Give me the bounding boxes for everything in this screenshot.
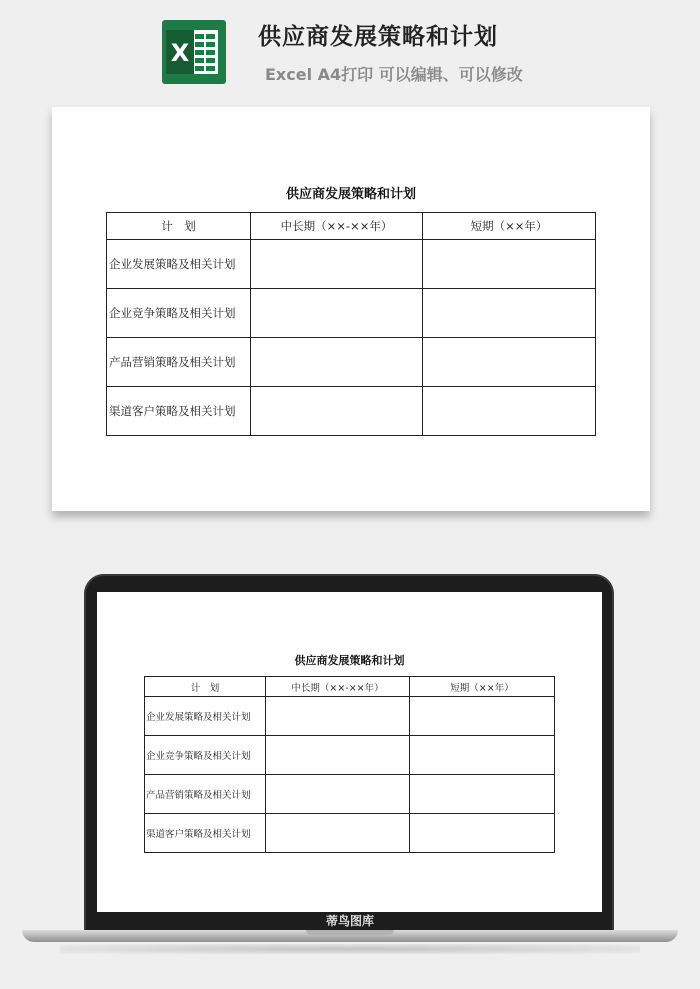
- table-header-row: [145, 677, 555, 697]
- short-term-cell[interactable]: [410, 736, 555, 775]
- page-subtitle: Excel A4打印 可以编辑、可以修改: [265, 65, 523, 84]
- page-title: 供应商发展策略和计划: [258, 24, 498, 50]
- column-header-short-term: 短期（××年）: [423, 213, 596, 240]
- row-label: 企业竞争策略及相关计划: [107, 289, 251, 338]
- mid-long-term-cell[interactable]: [266, 697, 410, 736]
- mid-long-term-cell[interactable]: [251, 387, 423, 436]
- column-header-mid-long-term: 中长期（××-××年）: [251, 213, 423, 240]
- screen-plan-table: [144, 676, 555, 853]
- short-term-cell[interactable]: [410, 697, 555, 736]
- column-header-plan: 计 划: [107, 213, 251, 240]
- mid-long-term-cell[interactable]: [251, 338, 423, 387]
- mid-long-term-cell[interactable]: [251, 289, 423, 338]
- screen-document-title: 供应商发展策略和计划: [294, 654, 405, 667]
- row-label: 渠道客户策略及相关计划: [107, 387, 251, 436]
- table-row: [145, 814, 555, 853]
- table-row: [107, 387, 596, 436]
- row-label: 企业发展策略及相关计划: [145, 697, 266, 736]
- column-header-short-term: 短期（××年）: [410, 677, 555, 697]
- document-sheet: [52, 107, 650, 511]
- row-label: 产品营销策略及相关计划: [107, 338, 251, 387]
- document-title: 供应商发展策略和计划: [285, 187, 416, 202]
- mid-long-term-cell[interactable]: [251, 240, 423, 289]
- short-term-cell[interactable]: [423, 289, 596, 338]
- row-label: 企业竞争策略及相关计划: [145, 736, 266, 775]
- row-label: 产品营销策略及相关计划: [145, 775, 266, 814]
- short-term-cell[interactable]: [423, 240, 596, 289]
- row-label: 渠道客户策略及相关计划: [145, 814, 266, 853]
- laptop-shadow: [60, 944, 640, 954]
- column-header-mid-long-term: 中长期（××-××年）: [266, 677, 410, 697]
- laptop-brand-label: 蒂鸟图库: [325, 914, 374, 928]
- table-row: [145, 736, 555, 775]
- excel-icon: [162, 20, 226, 84]
- table-row: [107, 338, 596, 387]
- header: [0, 0, 700, 100]
- plan-table: [106, 212, 596, 436]
- laptop-notch: [306, 930, 394, 935]
- table-row: [145, 697, 555, 736]
- excel-logo-letter: X: [170, 39, 190, 67]
- row-label: 企业发展策略及相关计划: [107, 240, 251, 289]
- table-row: [107, 240, 596, 289]
- short-term-cell[interactable]: [410, 814, 555, 853]
- short-term-cell[interactable]: [423, 387, 596, 436]
- mid-long-term-cell[interactable]: [266, 814, 410, 853]
- column-header-plan: 计 划: [145, 677, 266, 697]
- laptop-screen: [97, 592, 602, 912]
- table-row: [145, 775, 555, 814]
- mid-long-term-cell[interactable]: [266, 775, 410, 814]
- short-term-cell[interactable]: [410, 775, 555, 814]
- table-header-row: [107, 213, 596, 240]
- table-row: [107, 289, 596, 338]
- short-term-cell[interactable]: [423, 338, 596, 387]
- mid-long-term-cell[interactable]: [266, 736, 410, 775]
